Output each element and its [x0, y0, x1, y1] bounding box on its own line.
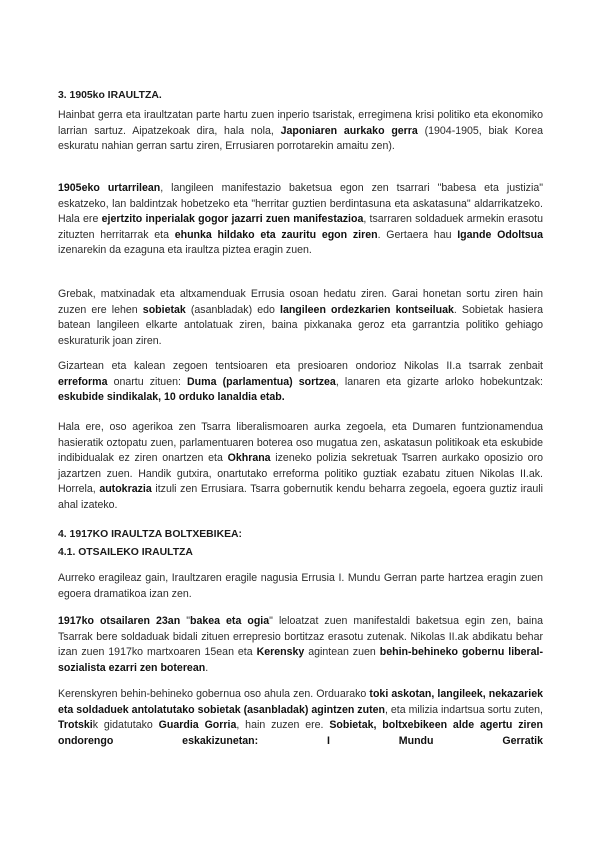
bold-text: sobietak: [142, 303, 186, 316]
section-3-heading: 3. 1905ko IRAULTZA.: [58, 90, 162, 101]
bold-text: 1905eko urtarrilean: [58, 182, 161, 194]
bold-text: Guardia Gorria: [158, 719, 237, 732]
bold-text: autokrazia: [99, 483, 152, 496]
bold-text: Japoniaren aurkako gerra: [280, 124, 418, 137]
bold-text: Igande Odoltsua: [457, 228, 543, 241]
bold-text: Sobietak, boltxebikeen alde agertu ziren ondorengo eskakizunetan: I Mundu Gerratik: [58, 719, 543, 747]
bold-text: ehunka hildako eta zauritu egon ziren: [174, 228, 378, 241]
bold-text: langileen ordezkarien kontseiluak: [280, 303, 454, 316]
section-3-paragraph-2: 1905eko urtarrilean, langileen manifestazio baketsua egon zen tsarrari "babesa eta justizia" eskatzeko, lan baldintzak hobetzeko eta "herritar guztien berdintasuna eta askatasuna" aldarrikatzeko. Hala ere ejertzito inperialak gogor jazarri zuen manifestazioa, tsarraren soldaduek armekin erasotu zituzten herritarrak eta ehunka hildako eta zauritu egon ziren. Gertaera hau Igande Odoltsua izenarekin da ezaguna eta iraultza piztea eragin zuen.: [58, 182, 543, 257]
bold-text: Kerensky: [256, 646, 305, 659]
bold-text: eskubide sindikalak, 10 orduko lanaldia etab.: [58, 391, 285, 404]
section-3-paragraph-1: Hainbat gerra eta iraultzatan parte hartu zuen inperio tsaristak, erregimena krisi politiko eta ekonomiko larrian sartuz. Aipatzekoak dira, hala nola, Japoniaren aurkako gerra (1904-1905, biak Korea eskuratu nahian gerran sartu ziren, Errusiaren porrotarekin amaitu zen).: [58, 109, 543, 153]
section-3-paragraph-3: Grebak, matxinadak eta altxamenduak Errusia osoan hedatu ziren. Garai honetan sortu ziren hain zuzen ere lehen sobietak (asanbladak) edo langileen ordezkarien kontseiluak. Sobietak hasiera batean langileen elkarte antolatuak ziren, baina pixkanaka geroz eta garrantzia politiko gehiago eskuraturik joan ziren.: [58, 288, 543, 347]
bold-text: behin-behineko gobernu liberal-sozialista ezarri zen boterean: [58, 646, 543, 674]
section-4-paragraph-1: Aurreko eragileaz gain, Iraultzaren eragile nagusia Errusia I. Mundu Gerran parte hartzea eragin zuen egoera dramatikoa izan zen.: [58, 572, 543, 600]
section-4-paragraph-3: Kerenskyren behin-behineko gobernua oso ahula zen. Orduarako toki askotan, langileek, nekazariek eta soldaduek antolatutako sobietak (asanbladak) agintzen zuten, eta milizia indartsua sortu zuten, Trotskik gidatutako Guardia Gorria, hain zuzen ere. Sobietak, boltxebikeen alde agertu ziren ondorengo eskakizunetan: I Mundu Gerratik: [58, 688, 543, 747]
section-4-paragraph-2: 1917ko otsailaren 23an "bakea eta ogia" leloatzat zuen manifestaldi baketsua egin zen, baina Tsarrak bere soldaduak bidali zituen errepresio bortitzaz erasotu zutenak. Nikolas II.ak abdikatu behar izan zuen 1917ko martxoaren 15ean eta Kerensky agintean zuen behin-behineko gobernu liberal-sozialista ezarri zen boterean.: [58, 615, 544, 674]
bold-text: Duma (parlamentua) sortzea: [187, 375, 336, 388]
section-4-1-heading: 4.1. OTSAILEKO IRAULTZA: [58, 547, 193, 558]
section-3-paragraph-4: Gizartean eta kalean zegoen tentsioaren eta presioaren ondorioz Nikolas II.a tsarrak zenbait erreforma onartu zituen: Duma (parlamentua) sortzea, lanaren eta gizarte arloko hobekuntzak: eskubide sindikalak, 10 orduko lanaldia etab.: [58, 360, 543, 404]
bold-text: bakea eta ogia: [189, 615, 270, 627]
bold-text: Okhrana: [227, 452, 271, 465]
bold-text: erreforma: [58, 375, 108, 388]
section-4-heading: 4. 1917KO IRAULTZA BOLTXEBIKEA:: [58, 529, 242, 540]
bold-text: toki askotan, langileek, nekazariek eta soldaduek antolatutako sobietak (asanbladak) agintzen zuten: [58, 688, 543, 716]
bold-text: 1917ko otsailaren 23an: [58, 615, 181, 627]
bold-text: ejertzito inperialak gogor jazarri zuen manifestazioa: [101, 213, 364, 226]
bold-text: Trotski: [58, 719, 93, 732]
section-3-paragraph-5: Hala ere, oso agerikoa zen Tsarra liberalismoaren aurka zegoela, eta Dumaren funtzionamendua hasieratik oztopatu zuen, parlamentuaren boterea oso mugatua zen, askatasun politikoak eta eskubide indibidualak ez ziren onartzen eta Okhrana izeneko polizia sekretuak Tsarren aurkako oposizio oro jazartzen zuen. Handik gutxira, onartutako erreforma politiko guztiak ezabatu zituen Nikolas II.ak. Horrela, autokrazia itzuli zen Errusiara. Tsarra gobernutik kendu beharra zegoela, egoera guztiz irauli ahal izateko.: [58, 421, 543, 511]
